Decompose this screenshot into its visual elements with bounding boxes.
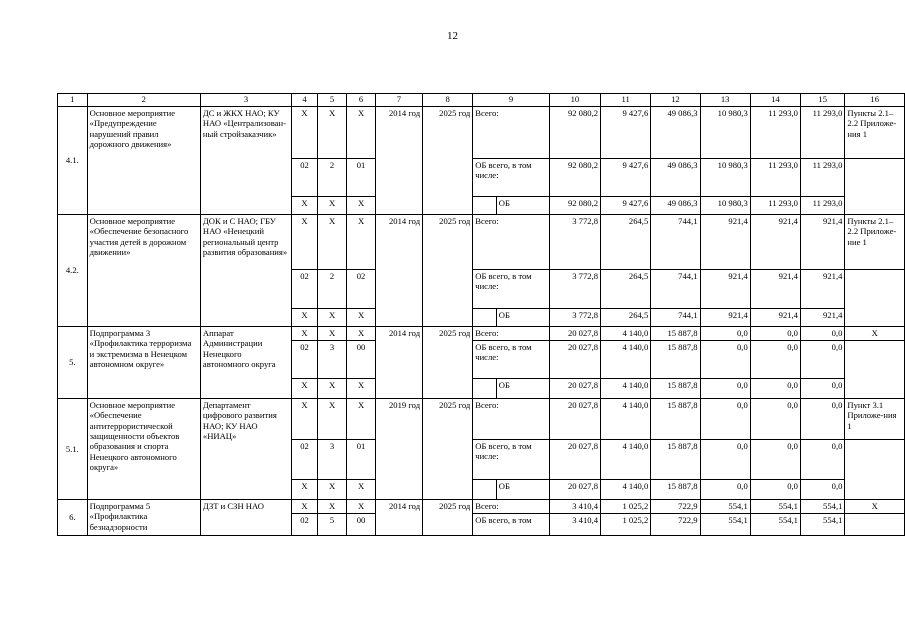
code-cell: Х: [292, 399, 318, 440]
code-cell: Х: [317, 107, 346, 159]
table-row: [58, 107, 905, 159]
amount-cell: 20 027,8: [549, 399, 600, 440]
code-cell: Х: [317, 379, 346, 399]
start-year: 2014 год: [375, 215, 422, 327]
executor: ДОК и С НАО; ГБУ НАО «Ненецкий региональный центр развития образования»: [200, 215, 291, 327]
executor: Аппарат Администрации Ненецкого автономного округа: [200, 327, 291, 399]
amount-cell: 11 293,0: [800, 197, 844, 215]
amount-cell: 10 980,3: [700, 107, 750, 159]
code-cell: 2: [317, 159, 346, 197]
source-label: ОБ: [496, 309, 549, 327]
header-cell: 13: [700, 94, 750, 107]
amount-cell: 4 140,0: [601, 480, 651, 500]
header-cell: 9: [473, 94, 550, 107]
row-number: 6.: [58, 500, 88, 536]
measure-name: Подпрограмма 3 «Профилактика терроризма и экстремизма в Ненецком автономном округе»: [87, 327, 200, 399]
amount-cell: 554,1: [750, 500, 800, 514]
code-cell: Х: [292, 197, 318, 215]
empty-cell: [845, 514, 905, 536]
header-cell: 12: [651, 94, 700, 107]
code-cell: Х: [347, 480, 376, 500]
code-cell: Х: [317, 327, 346, 341]
amount-cell: 921,4: [700, 215, 750, 270]
row-number: 5.1.: [58, 399, 88, 500]
amount-cell: 722,9: [651, 500, 700, 514]
amount-cell: 11 293,0: [750, 159, 800, 197]
amount-cell: 4 140,0: [601, 399, 651, 440]
amount-cell: 3 772,8: [549, 309, 600, 327]
amount-cell: 921,4: [750, 215, 800, 270]
amount-cell: 264,5: [601, 215, 651, 270]
header-cell: 8: [423, 94, 473, 107]
code-cell: Х: [317, 480, 346, 500]
amount-cell: 11 293,0: [800, 107, 844, 159]
amount-cell: 921,4: [800, 215, 844, 270]
measure-name: Подпрограмма 5 «Профилактика безнадзорности: [87, 500, 200, 536]
table-row: [58, 327, 905, 341]
note-cell: Х: [845, 327, 905, 341]
start-year: 2014 год: [375, 107, 422, 215]
amount-cell: 554,1: [750, 514, 800, 536]
header-row: [58, 94, 905, 107]
table-row: [58, 500, 905, 514]
source-label: Всего:: [473, 327, 550, 341]
code-cell: 02: [347, 270, 376, 309]
code-cell: 02: [292, 159, 318, 197]
amount-cell: 92 080,2: [549, 107, 600, 159]
amount-cell: 1 025,2: [601, 514, 651, 536]
source-label: ОБ: [496, 480, 549, 500]
source-label: ОБ всего, в том числе:: [473, 341, 550, 379]
row-number: 5.: [58, 327, 88, 399]
end-year: 2025 год: [423, 327, 473, 399]
source-label: Всего:: [473, 107, 550, 159]
header-cell: 15: [800, 94, 844, 107]
header-cell: 4: [292, 94, 318, 107]
amount-cell: 20 027,8: [549, 440, 600, 480]
amount-cell: 3 772,8: [549, 215, 600, 270]
amount-cell: 20 027,8: [549, 341, 600, 379]
measure-name: Основное мероприятие «Предупреждение нарушений правил дорожного движения»: [87, 107, 200, 215]
measure-name: Основное мероприятие «Обеспечение безопасного участия детей в дорожном движении»: [87, 215, 200, 327]
amount-cell: 3 410,4: [549, 500, 600, 514]
header-cell: 16: [845, 94, 905, 107]
code-cell: 3: [317, 341, 346, 379]
source-label: ОБ: [496, 379, 549, 399]
amount-cell: 4 140,0: [601, 341, 651, 379]
header-cell: 14: [750, 94, 800, 107]
code-cell: Х: [317, 215, 346, 270]
amount-cell: 0,0: [750, 399, 800, 440]
header-cell: 2: [87, 94, 200, 107]
amount-cell: 3 410,4: [549, 514, 600, 536]
code-cell: Х: [347, 379, 376, 399]
table-row: [58, 215, 905, 270]
table-row: [58, 399, 905, 440]
indent-cell: [473, 309, 497, 327]
code-cell: 5: [317, 514, 346, 536]
amount-cell: 264,5: [601, 309, 651, 327]
code-cell: Х: [292, 480, 318, 500]
amount-cell: 0,0: [700, 341, 750, 379]
amount-cell: 554,1: [700, 500, 750, 514]
amount-cell: 0,0: [800, 480, 844, 500]
start-year: 2019 год: [375, 399, 422, 500]
amount-cell: 4 140,0: [601, 440, 651, 480]
source-label: ОБ всего, в том числе:: [473, 440, 550, 480]
empty-cell: [845, 270, 905, 327]
code-cell: Х: [292, 379, 318, 399]
code-cell: 00: [347, 341, 376, 379]
amount-cell: 11 293,0: [750, 107, 800, 159]
source-label: Всего:: [473, 215, 550, 270]
amount-cell: 0,0: [800, 327, 844, 341]
row-number: 4.1.: [58, 107, 88, 215]
amount-cell: 9 427,6: [601, 197, 651, 215]
source-label: ОБ всего, в том: [473, 514, 550, 536]
note-cell: Пункты 2.1–2.2 Приложе-ния 1: [845, 107, 905, 159]
code-cell: Х: [317, 399, 346, 440]
page-number: 12: [447, 30, 458, 42]
amount-cell: 49 086,3: [651, 197, 700, 215]
amount-cell: 0,0: [750, 480, 800, 500]
header-cell: 7: [375, 94, 422, 107]
amount-cell: 4 140,0: [601, 379, 651, 399]
amount-cell: 0,0: [700, 440, 750, 480]
code-cell: Х: [292, 500, 318, 514]
row-number: 4.2.: [58, 215, 88, 327]
source-label: ОБ всего, в том числе:: [473, 270, 550, 309]
amount-cell: 0,0: [750, 379, 800, 399]
code-cell: Х: [292, 215, 318, 270]
source-label: Всего:: [473, 399, 550, 440]
empty-cell: [845, 159, 905, 215]
amount-cell: 15 887,8: [651, 440, 700, 480]
end-year: 2025 год: [423, 399, 473, 500]
amount-cell: 0,0: [700, 379, 750, 399]
amount-cell: 49 086,3: [651, 107, 700, 159]
amount-cell: 0,0: [800, 379, 844, 399]
code-cell: 2: [317, 270, 346, 309]
source-label: ОБ всего, в том числе:: [473, 159, 550, 197]
header-cell: 11: [601, 94, 651, 107]
amount-cell: 0,0: [700, 399, 750, 440]
amount-cell: 4 140,0: [601, 327, 651, 341]
code-cell: 01: [347, 159, 376, 197]
amount-cell: 20 027,8: [549, 480, 600, 500]
end-year: 2025 год: [423, 107, 473, 215]
header-cell: 1: [58, 94, 88, 107]
indent-cell: [473, 480, 497, 500]
code-cell: Х: [347, 327, 376, 341]
amount-cell: 722,9: [651, 514, 700, 536]
amount-cell: 15 887,8: [651, 379, 700, 399]
header-cell: 6: [347, 94, 376, 107]
amount-cell: 15 887,8: [651, 327, 700, 341]
code-cell: Х: [317, 309, 346, 327]
code-cell: Х: [317, 500, 346, 514]
amount-cell: 49 086,3: [651, 159, 700, 197]
executor: Департамент цифрового развития НАО; КУ НАО «НИАЦ»: [200, 399, 291, 500]
end-year: 2025 год: [423, 500, 473, 536]
amount-cell: 554,1: [800, 514, 844, 536]
code-cell: 02: [292, 341, 318, 379]
code-cell: 00: [347, 514, 376, 536]
amount-cell: 0,0: [700, 480, 750, 500]
budget-table: [57, 93, 905, 536]
amount-cell: 921,4: [750, 270, 800, 309]
code-cell: Х: [317, 197, 346, 215]
code-cell: 3: [317, 440, 346, 480]
indent-cell: [473, 379, 497, 399]
amount-cell: 744,1: [651, 309, 700, 327]
end-year: 2025 год: [423, 215, 473, 327]
amount-cell: 921,4: [700, 309, 750, 327]
code-cell: Х: [347, 107, 376, 159]
code-cell: Х: [292, 309, 318, 327]
amount-cell: 264,5: [601, 270, 651, 309]
amount-cell: 0,0: [750, 440, 800, 480]
amount-cell: 3 772,8: [549, 270, 600, 309]
header-cell: 3: [200, 94, 291, 107]
note-cell: Пункт 3.1 Приложе-ния 1: [845, 399, 905, 440]
empty-cell: [845, 440, 905, 500]
empty-cell: [845, 341, 905, 399]
code-cell: Х: [347, 309, 376, 327]
amount-cell: 921,4: [800, 270, 844, 309]
amount-cell: 15 887,8: [651, 399, 700, 440]
start-year: 2014 год: [375, 327, 422, 399]
amount-cell: 0,0: [750, 327, 800, 341]
amount-cell: 92 080,2: [549, 159, 600, 197]
amount-cell: 11 293,0: [750, 197, 800, 215]
source-label: Всего:: [473, 500, 550, 514]
amount-cell: 0,0: [800, 440, 844, 480]
amount-cell: 15 887,8: [651, 341, 700, 379]
amount-cell: 15 887,8: [651, 480, 700, 500]
header-cell: 5: [317, 94, 346, 107]
amount-cell: 1 025,2: [601, 500, 651, 514]
executor: ДЗТ и СЗН НАО: [200, 500, 291, 536]
start-year: 2014 год: [375, 500, 422, 536]
amount-cell: 92 080,2: [549, 197, 600, 215]
code-cell: Х: [347, 500, 376, 514]
code-cell: 02: [292, 514, 318, 536]
note-cell: Х: [845, 500, 905, 514]
note-cell: Пункты 2.1–2.2 Приложе-ние 1: [845, 215, 905, 270]
amount-cell: 744,1: [651, 270, 700, 309]
code-cell: Х: [347, 215, 376, 270]
amount-cell: 10 980,3: [700, 197, 750, 215]
code-cell: 01: [347, 440, 376, 480]
source-label: ОБ: [496, 197, 549, 215]
amount-cell: 0,0: [800, 399, 844, 440]
amount-cell: 921,4: [700, 270, 750, 309]
amount-cell: 744,1: [651, 215, 700, 270]
amount-cell: 9 427,6: [601, 107, 651, 159]
amount-cell: 554,1: [700, 514, 750, 536]
amount-cell: 921,4: [800, 309, 844, 327]
code-cell: Х: [347, 399, 376, 440]
amount-cell: 11 293,0: [800, 159, 844, 197]
measure-name: Основное мероприятие «Обеспечение антитеррористической защищенности объектов образования и спорта Ненецкого автономного округа»: [87, 399, 200, 500]
amount-cell: 554,1: [800, 500, 844, 514]
amount-cell: 20 027,8: [549, 327, 600, 341]
code-cell: 02: [292, 440, 318, 480]
amount-cell: 0,0: [800, 341, 844, 379]
code-cell: Х: [292, 327, 318, 341]
header-cell: 10: [549, 94, 600, 107]
amount-cell: 921,4: [750, 309, 800, 327]
amount-cell: 10 980,3: [700, 159, 750, 197]
amount-cell: 0,0: [700, 327, 750, 341]
code-cell: 02: [292, 270, 318, 309]
indent-cell: [473, 197, 497, 215]
code-cell: Х: [292, 107, 318, 159]
amount-cell: 20 027,8: [549, 379, 600, 399]
amount-cell: 9 427,6: [601, 159, 651, 197]
amount-cell: 0,0: [750, 341, 800, 379]
executor: ДС и ЖКХ НАО; КУ НАО «Централизован-ный стройзаказчик»: [200, 107, 291, 215]
code-cell: Х: [347, 197, 376, 215]
